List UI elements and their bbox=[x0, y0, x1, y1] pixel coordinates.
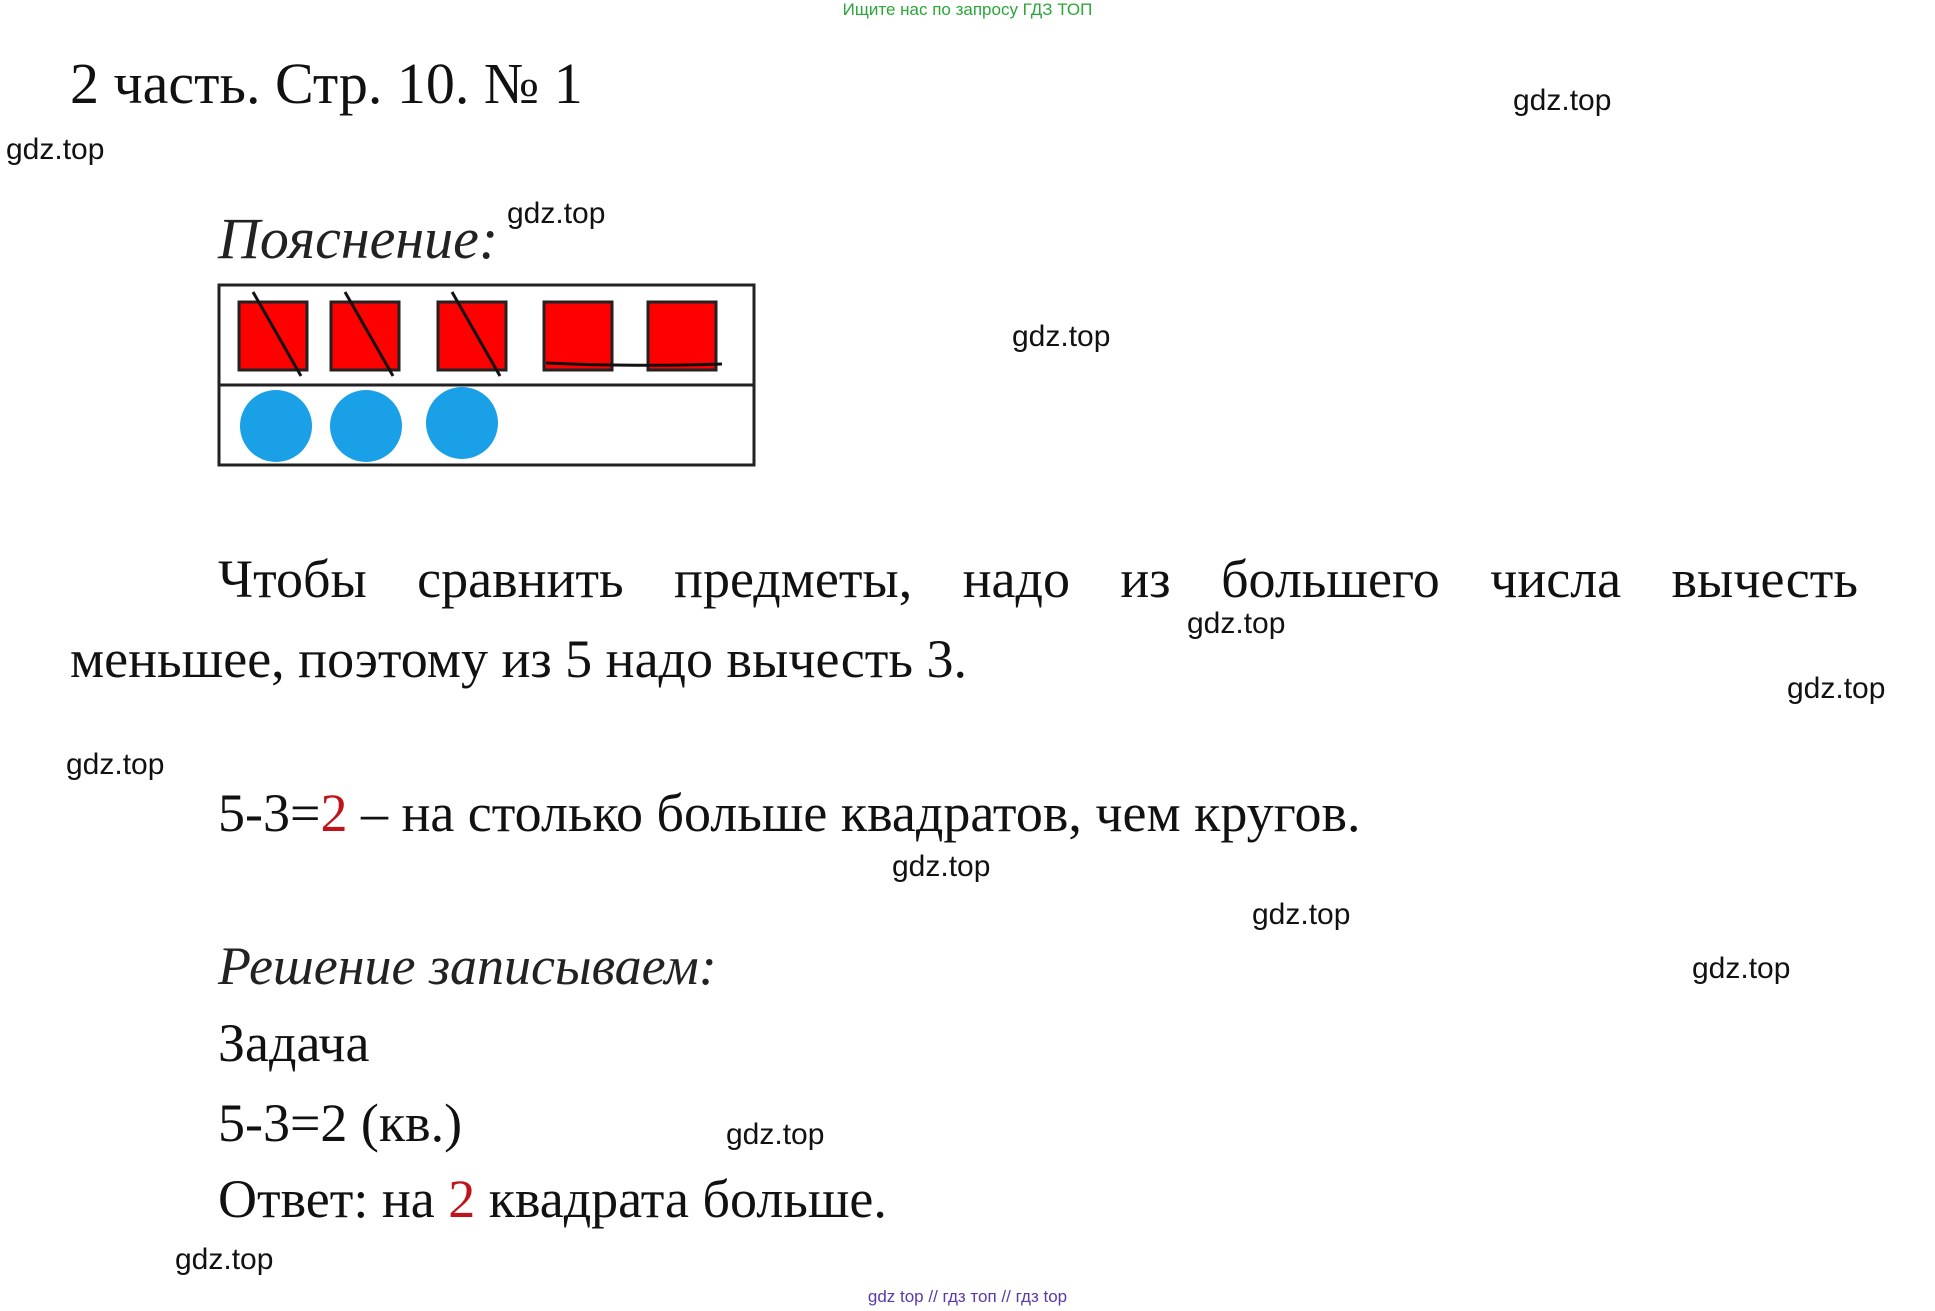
answer-number: 2 bbox=[448, 1169, 476, 1229]
underline-stroke bbox=[546, 363, 722, 365]
equation-result: 2 bbox=[320, 783, 348, 843]
equation-line bbox=[218, 782, 1360, 844]
paragraph-line-2: меньшее, поэтому из 5 надо вычесть 3. bbox=[70, 629, 967, 689]
footer-links bbox=[0, 1287, 1935, 1307]
watermark: gdz.top bbox=[1187, 607, 1286, 640]
squares-row bbox=[239, 292, 722, 376]
watermark: gdz.top bbox=[66, 748, 165, 781]
blue-circle bbox=[426, 387, 498, 459]
answer-line bbox=[218, 1168, 887, 1230]
red-square bbox=[438, 302, 506, 370]
answer-prefix: Ответ: на bbox=[218, 1169, 449, 1229]
watermark: gdz.top bbox=[175, 1243, 274, 1276]
answer-suffix: квадрата больше. bbox=[475, 1169, 887, 1229]
solution-heading: Решение записываем: bbox=[218, 936, 717, 996]
equation-prefix: 5-3= bbox=[218, 783, 321, 843]
watermark: gdz.top bbox=[1252, 898, 1351, 931]
watermark: gdz.top bbox=[1012, 320, 1111, 353]
blue-circle bbox=[240, 390, 312, 462]
red-square bbox=[544, 302, 612, 370]
page-title: 2 часть. Стр. 10. № 1 bbox=[70, 51, 583, 116]
footer-link-gdz-top-ru[interactable]: гдз топ bbox=[942, 1287, 997, 1306]
task-label: Задача bbox=[218, 1013, 370, 1073]
watermark: gdz.top bbox=[6, 133, 105, 166]
task-expression: 5-3=2 (кв.) bbox=[218, 1093, 463, 1153]
footer-link-gdz-top[interactable]: gdz top bbox=[867, 1287, 924, 1306]
watermark: gdz.top bbox=[1787, 672, 1886, 705]
explanation-heading: Пояснение: bbox=[218, 206, 499, 271]
footer-separator: // bbox=[1001, 1287, 1011, 1306]
red-square bbox=[239, 302, 307, 370]
watermark: gdz.top bbox=[1513, 84, 1612, 117]
paragraph-line-1: Чтобы сравнить предметы, надо из большего числа вычесть bbox=[218, 549, 1858, 609]
watermark: gdz.top bbox=[892, 850, 991, 883]
blue-circle bbox=[330, 390, 402, 462]
top-banner: Ищите нас по запросу ГДЗ ТОП bbox=[842, 0, 1093, 19]
circles-row bbox=[240, 387, 498, 462]
footer-separator: // bbox=[928, 1287, 938, 1306]
watermark: gdz.top bbox=[1692, 952, 1791, 985]
watermark: gdz.top bbox=[726, 1118, 825, 1151]
comparison-diagram bbox=[214, 280, 774, 475]
footer-link-gdz-top-mixed[interactable]: гдз top bbox=[1015, 1287, 1068, 1306]
red-square bbox=[331, 302, 399, 370]
equation-suffix: – на столько больше квадратов, чем кругов. bbox=[347, 783, 1361, 843]
watermark: gdz.top bbox=[507, 197, 606, 230]
red-square bbox=[648, 302, 716, 370]
